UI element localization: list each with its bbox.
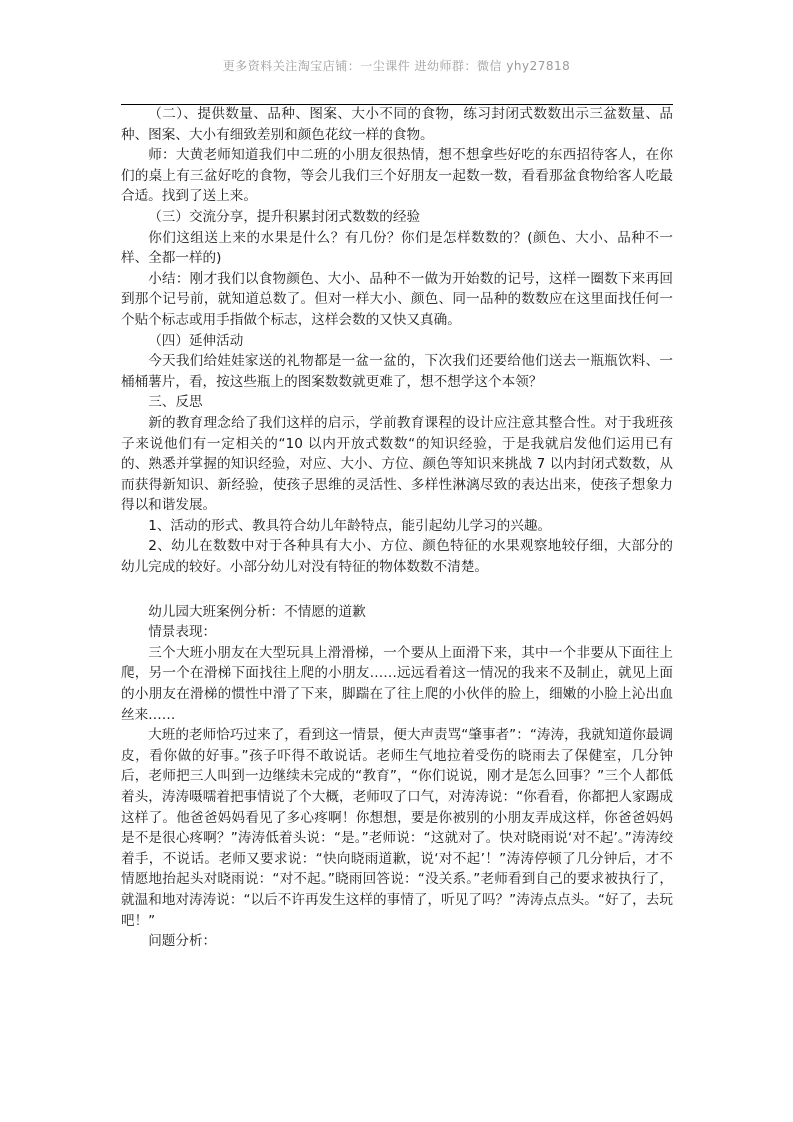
list-item: 1、活动的形式、教具符合幼儿年龄特点，能引起幼儿学习的兴趣。: [148, 517, 552, 534]
section-heading: （四）延伸活动: [148, 332, 244, 349]
paragraph: 新的教育理念给了我们这样的启示，学前教育课程的设计应注意其整合性。对于我班孩子来说他们有一定相关的“10 以内开放式数数“的知识经验，于是我就启发他们运用已有的、熟悉并掌握的知识经验，对应、大小、方位、颜色等知识来挑战 7 以内封闭式数数，从而获得新知识、新经验，使孩子思维的灵活性、多样性淋漓尽致的表达出来，使孩子想象力得以和谐发展。: [121, 414, 673, 514]
paragraph: （二）、提供数量、品种、图案、大小不同的食物，练习封闭式数数出示三盆数量、品种、图案、大小有细致差别和颜色花纹一样的食物。: [121, 106, 673, 143]
section-heading: 三、反思: [148, 394, 203, 411]
document-body: [121, 104, 673, 952]
section-heading: 情景表现：: [148, 624, 217, 641]
paragraph: 大班的老师恰巧过来了，看到这一情景，便大声责骂“肇事者”：“涛涛，我就知道你最调皮，看你做的好事。”孩子吓得不敢说话。老师生气地拉着受伤的晓雨去了保健室，几分钟后，老师把三人叫到一边继续未完成的“教育”，“你们说说，刚才是怎么回事？”三个人都低着头，涛涛嗫嚅着把事情说了个大概，老师叹了口气，对涛涛说：“你看看，你都把人家踢成这样了。他爸爸妈妈看见了多心疼啊！你想想，要是你被别的小朋友弄成这样，你爸爸妈妈是不是很心疼啊？”涛涛低着头说：“是。”老师说：“这就对了。快对晓雨说‘对不起’。”涛涛绞着手，不说话。老师又要求说：“快向晓雨道歉，说‘对不起’！”涛涛停顿了几分钟后，才不情愿地抬起头对晓雨说：“对不起。”晓雨回答说：“没关系。”老师看到自己的要求被执行了，就温和地对涛涛说：“以后不许再发生这样的事情了，听见了吗？”涛涛点点头。“好了，去玩吧！”: [121, 727, 673, 929]
section-heading: 问题分析：: [148, 933, 217, 950]
paragraph: 你们这组送上来的水果是什么？有几份？你们是怎样数数的？(颜色、大小、品种不一样、全都一样的): [121, 229, 673, 267]
section-heading: （三）交流分享，提升积累封闭式数数的经验: [148, 208, 421, 225]
section-gap: [121, 578, 673, 602]
page-header: 更多资料关注淘宝店铺：一尘课件 进幼师群：微信 yhy27818: [222, 59, 571, 73]
paragraph: 三个大班小朋友在大型玩具上滑滑梯，一个要从上面滑下来，其中一个非要从下面往上爬，另一个在滑梯下面找往上爬的小朋友……远远看着这一情况的我来不及制止，就见上面的小朋友在滑梯的惯性中滑了下来，脚踹在了往上爬的小伙伴的脸上，细嫩的小脸上沁出血丝来……: [121, 644, 673, 723]
article-title: 幼儿园大班案例分析：不情愿的道歉: [148, 603, 366, 620]
paragraph: 小结：刚才我们以食物颜色、大小、品种不一做为开始数的记号，这样一圈数下来再回到那个记号前，就知道总数了。但对一样大小、颜色、同一品种的数数应在这里面找任何一个贴个标志或用手指做个标志，这样会数的又快又真确。: [121, 270, 673, 328]
paragraph: 师：大黄老师知道我们中二班的小朋友很热情，想不想拿些好吃的东西招待客人，在你们的桌上有三盆好吃的食物，等会儿我们三个好朋友一起数一数，看看那盆食物给客人吃最合适。找到了送上来。: [121, 147, 673, 205]
list-item: 2、幼儿在数数中对于各种具有大小、方位、颜色特征的水果观察地较仔细，大部分的幼儿完成的较好。小部分幼儿对没有特征的物体数数不清楚。: [121, 538, 673, 576]
paragraph: 今天我们给娃娃家送的礼物都是一盆一盆的，下次我们还要给他们送去一瓶瓶饮料、一桶桶薯片，看，按这些瓶上的图案数数就更难了，想不想学这个本领？: [121, 353, 673, 390]
